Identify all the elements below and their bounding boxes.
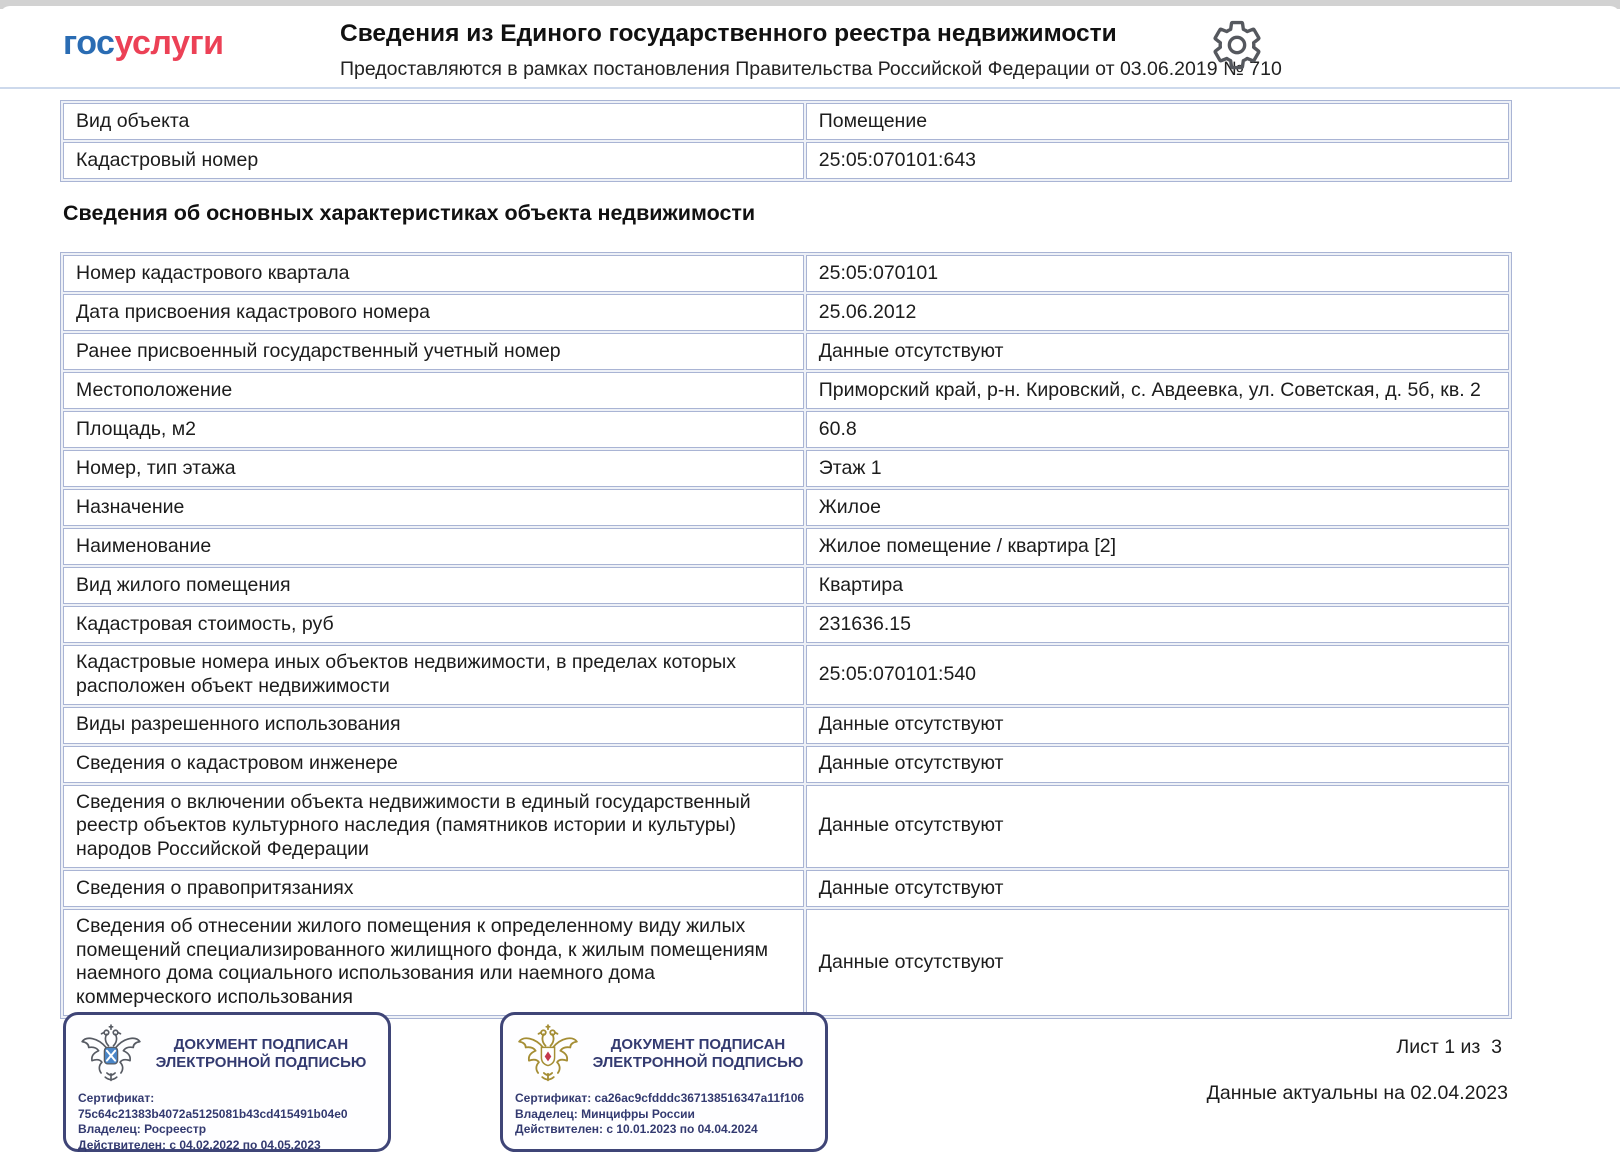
row-label: Сведения об отнесении жилого помещения к определенному виду жилых помещений специализированного жилищного фонда, к жилым помещениям наемного дома социального использования или наемного дома коммерческого использования [63,909,804,1016]
table-row [63,489,1509,526]
signature-stamp-rosreestr [63,1012,391,1152]
row-value: Данные отсутствуют [806,785,1509,868]
row-label: Наименование [63,528,804,565]
stamp-validity: Действителен: с 10.01.2023 по 04.04.2024 [515,1122,758,1137]
row-value: Данные отсутствуют [806,707,1509,744]
stamp-title: ДОКУМЕНТ ПОДПИСАН ЭЛЕКТРОННОЙ ПОДПИСЬЮ [155,1036,367,1071]
table-row [63,103,1509,140]
row-value: Жилое [806,489,1509,526]
object-details-table [60,252,1512,1019]
page-subtitle: Предоставляются в рамках постановления Правительства Российской Федерации от 03.06.2019 № 710 [340,58,1282,80]
row-value: 25:05:070101:540 [806,645,1509,705]
row-value: Этаж 1 [806,450,1509,487]
table-row [63,528,1509,565]
row-label: Сведения о включении объекта недвижимости в единый государственный реестр объектов культурного наследия (памятников истории и культуры) народов Российской Федерации [63,785,804,868]
row-value: Приморский край, р-н. Кировский, с. Авдеевка, ул. Советская, д. 5б, кв. 2 [806,372,1509,409]
row-label: Ранее присвоенный государственный учетный номер [63,333,804,370]
row-label: Номер кадастрового квартала [63,255,804,292]
stamp-title: ДОКУМЕНТ ПОДПИСАН ЭЛЕКТРОННОЙ ПОДПИСЬЮ [592,1036,804,1071]
stamp-owner: Владелец: Росреестр [78,1122,207,1137]
section-title: Сведения об основных характеристиках объекта недвижимости [63,201,756,225]
row-value: 25:05:070101:643 [806,142,1509,179]
table-row [63,142,1509,179]
row-value: 60.8 [806,411,1509,448]
table-row [63,255,1509,292]
row-value: Данные отсутствуют [806,333,1509,370]
row-label: Дата присвоения кадастрового номера [63,294,804,331]
russia-coat-of-arms-emblem [515,1022,581,1086]
gosuslugi-logo [63,24,224,63]
row-label: Сведения о правопритязаниях [63,870,804,907]
signature-stamp-mintsifry [500,1012,828,1152]
object-summary-table [60,100,1512,182]
stamp-certificate: Сертификат: 75c64c21383b4072a5125081b43cd415491b04e0 [78,1091,348,1121]
row-value: Данные отсутствуют [806,909,1509,1016]
row-value: 25:05:070101 [806,255,1509,292]
stamp-owner: Владелец: Минцифры России [515,1106,695,1121]
row-label: Площадь, м2 [63,411,804,448]
table-row [63,450,1509,487]
data-actuality-date: Данные актуальны на 02.04.2023 [1206,1082,1508,1104]
row-value: Жилое помещение / квартира [2] [806,528,1509,565]
row-value: Данные отсутствуют [806,746,1509,783]
table-row [63,294,1509,331]
logo-part-red: услуги [114,24,224,62]
page-number: Лист 1 из 3 [1396,1036,1502,1058]
table-row [63,333,1509,370]
stamp-validity: Действителен: с 04.02.2022 по 04.05.2023 [78,1137,321,1152]
row-value: 25.06.2012 [806,294,1509,331]
header-divider [0,87,1620,89]
row-value: Данные отсутствуют [806,870,1509,907]
row-label: Местоположение [63,372,804,409]
row-label: Кадастровый номер [63,142,804,179]
table-row [63,567,1509,604]
table-row [63,746,1509,783]
table-row [63,909,1509,1016]
table-row [63,372,1509,409]
table-row [63,411,1509,448]
table-row [63,645,1509,705]
row-label: Кадастровая стоимость, руб [63,606,804,643]
table-row [63,785,1509,868]
row-label: Вид объекта [63,103,804,140]
gear-icon[interactable] [1210,18,1264,72]
row-label: Номер, тип этажа [63,450,804,487]
row-value: 231636.15 [806,606,1509,643]
table-row [63,707,1509,744]
row-label: Назначение [63,489,804,526]
table-row [63,606,1509,643]
table-row [63,870,1509,907]
page-title: Сведения из Единого государственного реестра недвижимости [340,20,1117,47]
stamp-certificate: Сертификат: ca26ac9cfdddc367138516347a11f106 [515,1091,805,1105]
row-label: Виды разрешенного использования [63,707,804,744]
logo-part-blue: гос [63,24,115,62]
rosreestr-eagle-emblem [78,1022,144,1086]
row-label: Сведения о кадастровом инженере [63,746,804,783]
row-label: Кадастровые номера иных объектов недвижимости, в пределах которых расположен объект недвижимости [63,645,804,705]
row-value: Помещение [806,103,1509,140]
row-value: Квартира [806,567,1509,604]
row-label: Вид жилого помещения [63,567,804,604]
